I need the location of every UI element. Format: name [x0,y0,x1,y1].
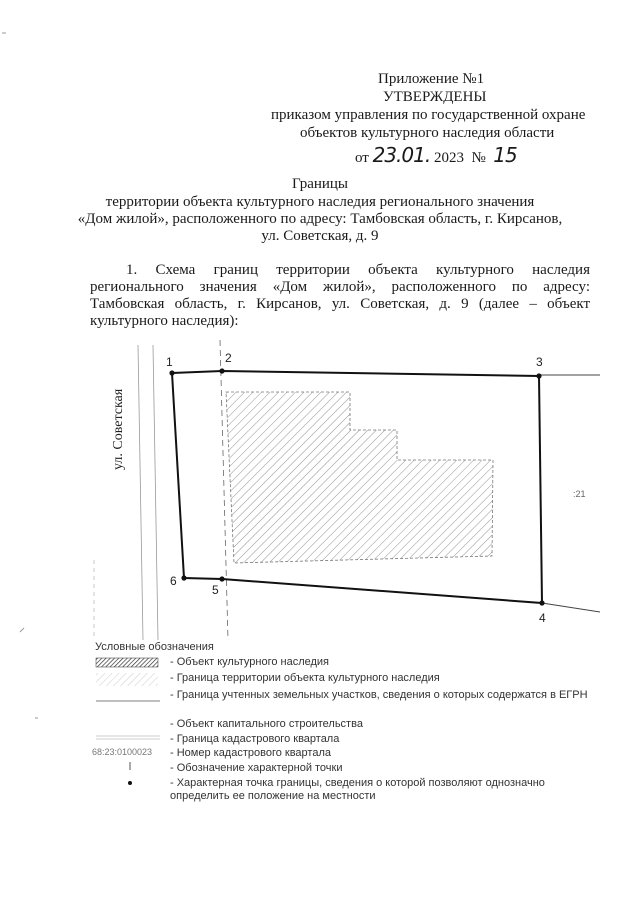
boundary-point-2 [219,368,224,373]
appendix-label: Приложение №1 [378,71,485,87]
boundary-point-3 [536,373,541,378]
boundary-point-1 [169,370,174,375]
legend-text: - Граница кадастрового квартала [170,733,340,745]
title-line-2: территории объекта культурного наследия регионального значения [105,194,535,210]
paragraph-line-2: регионального значения «Дом жилой», расположенного по адресу: [90,279,590,295]
date-handwritten: 23.01. [372,143,431,167]
number-sign: № [471,150,486,166]
legend-text: - Объект культурного наследия [170,656,330,668]
paragraph-line-3: Тамбовская область, г. Кирсанов, ул. Советская, д. 9 (далее – объект [90,296,590,312]
legend-text: - Обозначение характерной точки [170,762,343,774]
point-label-4: 4 [539,611,546,625]
street-line-right [153,345,158,640]
legend-symbol-territory [96,673,158,686]
legend-text: - Характерная точка границы, сведения о которой позволяют однозначно определить ее положение на местности [170,777,545,802]
approved-label: УТВЕРЖДЕНЫ [383,89,487,105]
number-handwritten: 15 [493,143,517,167]
legend-title: Условные обозначения [95,641,214,653]
year: 2023 [433,150,464,166]
legend-text: - Номер кадастрового квартала [170,747,331,759]
legend-text: - Граница учтенных земельных участков, сведения о которых содержатся в ЕГРН [170,689,588,701]
point-label-3: 3 [536,355,543,369]
point-label-6: 6 [170,574,177,588]
legend-symbol-heritage [96,658,158,667]
legend-text: - Граница территории объекта культурного наследия [170,672,440,684]
parcel-line-bottom [542,603,600,612]
order-line-1: приказом управления по государственной охране [271,107,586,123]
point-label-2: 2 [225,351,232,365]
heritage-building [226,392,493,563]
street-label: ул. Советская [111,388,126,470]
order-line-2: объектов культурного наследия области [300,125,555,141]
paragraph-line-4: культурного наследия): [90,313,239,329]
scan-mark [20,628,24,632]
boundary-point-5 [219,576,224,581]
parcel-dashed-line [220,340,228,640]
legend-symbol-dot [128,781,132,785]
date-prefix: от [355,150,369,166]
point-label-1: 1 [166,355,173,369]
title-line-3: «Дом жилой», расположенного по адресу: Тамбовская область, г. Кирсанов, [77,211,563,227]
street-line-left [138,345,143,640]
legend-text: - Объект капитального строительства [170,718,363,730]
title-line-4: ул. Советская, д. 9 [261,228,379,244]
legend-symbol-cadastral-number: 68:23:0100023 [92,747,153,757]
cadastral-side-label: :21 [573,489,586,499]
boundary-point-6 [181,575,186,580]
paragraph-line-1: 1. Схема границ территории объекта культурного наследия [126,262,590,278]
point-label-5: 5 [212,583,219,597]
title-line-1: Границы [291,176,349,192]
boundary-point-4 [539,600,544,605]
